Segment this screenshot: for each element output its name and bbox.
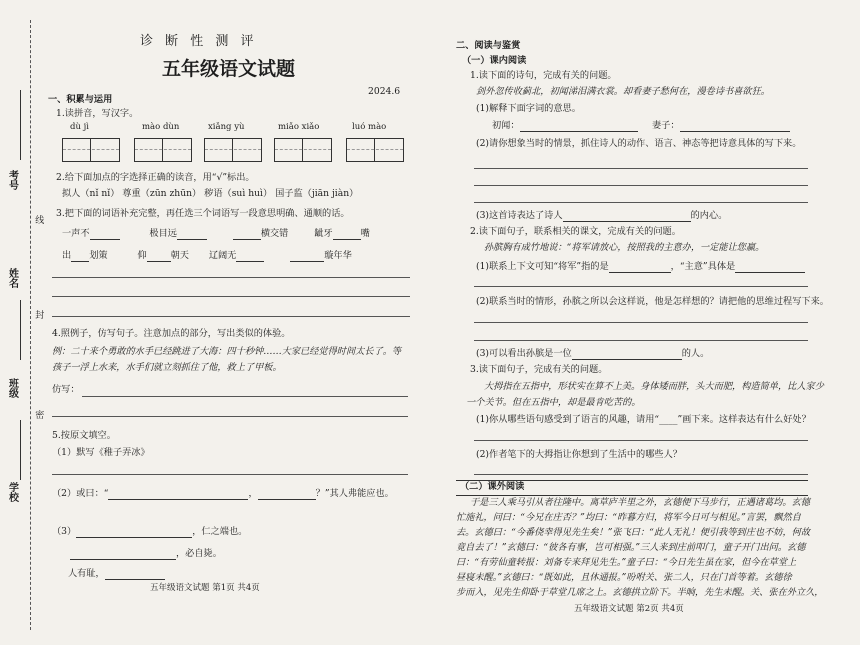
- q3-term: 朝天: [170, 250, 189, 261]
- q4-answer-line[interactable]: [82, 396, 408, 397]
- binding-margin: [0, 0, 48, 645]
- extra-passage-line: 于是三人乘马引从者往隆中。离草庐半里之外，玄德便下马步行，正遇诸葛均。玄德: [470, 497, 810, 508]
- q3-term: 出: [62, 250, 72, 261]
- q3-answer-line[interactable]: [52, 316, 410, 317]
- reading-q2-1: [476, 261, 805, 273]
- reading-q1-2: (2)请你想象当时的情景，抓住诗人的动作、语言、神态等把诗意具体的写下来。: [476, 138, 802, 149]
- seal-mark-feng: 封: [33, 310, 44, 319]
- pinyin-3: xiǎng yù: [208, 122, 245, 132]
- reading-q3-text-1: 大拇指在五指中，形状实在算不上美。身体矮而胖，头大而肥，构造简单，比人家少: [484, 381, 824, 392]
- reading-answer-line[interactable]: [474, 202, 808, 203]
- q5-3-last: 人有耻，: [68, 568, 105, 579]
- reading-q1: 1.读下面的诗句，完成有关的问题。: [470, 70, 617, 81]
- reading-q1-3: [476, 210, 727, 222]
- exam-no-blank[interactable]: [20, 90, 21, 160]
- q5-2-lead: （2）或曰：“: [52, 488, 109, 499]
- question-1: 1.读拼音，写汉字。: [56, 108, 139, 119]
- reading-q3-1: (1)你从哪些语句感受到了语言的风趣，请用“____”画下来。这样表达有什么好处？: [476, 414, 811, 425]
- class-label: 班级: [6, 378, 18, 398]
- q2-1-mid: ，“主意”具体是: [670, 261, 736, 272]
- q3-answer-line[interactable]: [52, 296, 410, 297]
- q1-3-blank[interactable]: [563, 212, 691, 222]
- question-4: 4.照例子，仿写句子。注意加点的部分，写出类似的体验。: [52, 328, 291, 339]
- part-heading-extra: （二）课外阅读: [460, 481, 525, 492]
- char-box-5[interactable]: [346, 138, 404, 162]
- extra-passage-line: 去。玄德曰：“今番侥幸得见先生矣！”张飞曰：“此人无礼！便引我等到庄也不妨，何故: [456, 527, 811, 538]
- chuwen-blank[interactable]: [520, 122, 638, 132]
- q2-3-lead: (3)可以看出孙膑是一位: [476, 348, 572, 359]
- q3-term: 辽阔无: [208, 250, 237, 261]
- q2-3-blank[interactable]: [572, 350, 682, 360]
- question-3: 3.把下面的词语补充完整，再任选三个词语写一段意思明确、通顺的话。: [56, 208, 350, 219]
- q5-answer-line[interactable]: [52, 474, 408, 475]
- q4-imitate-label: 仿写：: [52, 384, 80, 395]
- extra-passage-line: 昼寝未醒。”玄德曰：“既如此，且休通报。”吩咐关、张二人，只在门首等着。玄德徐: [456, 572, 792, 583]
- reading-answer-line[interactable]: [474, 168, 808, 169]
- q3-blank[interactable]: [233, 230, 261, 240]
- q1-3-lead: (3)这首诗表达了诗人: [476, 210, 563, 221]
- pinyin-2: mào dùn: [142, 122, 180, 132]
- q3-term: 龇牙: [314, 228, 333, 239]
- reading-q2-text: 孙膑胸有成竹地说：“将军请放心，按照我的主意办，一定能让您赢。: [484, 242, 765, 253]
- qizi-blank[interactable]: [680, 122, 790, 132]
- q3-blank[interactable]: [147, 252, 171, 262]
- q3-term: 横交错: [260, 228, 289, 239]
- seal-mark-mi: 密: [33, 410, 44, 419]
- q3-blank[interactable]: [236, 252, 264, 262]
- extra-passage-line: 竟自去了！”玄德曰：“彼各有事，岂可相强。”三人来到庄前叩门，童子开门出问。玄德: [456, 542, 806, 553]
- char-box-3[interactable]: [204, 138, 262, 162]
- reading-answer-line[interactable]: [474, 185, 808, 186]
- part-heading-in-class: （一）课内阅读: [462, 55, 527, 66]
- seal-mark-xian: 线: [33, 215, 44, 224]
- q5-2-end: ？”其人弗能应也。: [315, 488, 394, 499]
- q3-blank[interactable]: [71, 252, 89, 262]
- question-2-items: 拟人（nǐ nǐ） 尊重（zūn zhūn） 秽语（suì huì） 国子监（jiān jiàn）: [62, 188, 359, 199]
- reading-answer-line[interactable]: [474, 474, 808, 475]
- name-label: 姓名: [6, 268, 18, 288]
- q3-term: 仰: [137, 250, 147, 261]
- section-heading-2: 二、阅读与鉴赏: [456, 40, 521, 51]
- reading-answer-line[interactable]: [474, 440, 808, 441]
- q3-answer-line[interactable]: [52, 277, 410, 278]
- reading-q1-1-a: [492, 120, 638, 132]
- char-box-2[interactable]: [134, 138, 192, 162]
- school-label: 学校: [6, 482, 18, 502]
- q5-3-lead: （3）: [52, 526, 77, 537]
- term-chuwen: 初闻：: [492, 120, 520, 131]
- q3-term: 划策: [89, 250, 108, 261]
- q5-3-blank[interactable]: [70, 550, 176, 560]
- q1-3-end: 的内心。: [690, 210, 728, 221]
- q4-example-line-2: 孩子一浮上水来，水手们就立刻抓住了他，救上了甲板。: [52, 362, 282, 373]
- q5-2-blank[interactable]: [108, 490, 248, 500]
- char-box-1[interactable]: [62, 138, 120, 162]
- q3-blank[interactable]: [290, 252, 324, 262]
- extra-passage-line: 步而入，见先生仰卧于草堂几席之上。玄德拱立阶下。半晌，先生未醒。关、张在外立久，: [456, 587, 824, 598]
- q3-row-2: [62, 250, 352, 262]
- question-5: 5.按原文填空。: [52, 430, 116, 441]
- pinyin-4: miǎo xiǎo: [278, 122, 320, 132]
- q3-row-1: [62, 228, 370, 240]
- extra-passage-line: 曰：“有劳仙童转报：刘备专来拜见先生。”童子曰：“今日先生虽在家，但今在草堂上: [456, 557, 797, 568]
- q5-3-blank[interactable]: [105, 570, 165, 580]
- q5-3-blank[interactable]: [76, 528, 192, 538]
- q3-term: 璇年华: [324, 250, 352, 261]
- q2-1-blank[interactable]: [735, 263, 805, 273]
- reading-q3-2: (2)作者笔下的大拇指让你想到了生活中的哪些人？: [476, 449, 682, 460]
- reading-q2-3: [476, 348, 709, 360]
- pinyin-5: luó mào: [352, 122, 387, 132]
- q2-3-end: 的人。: [681, 348, 710, 359]
- q4-example-line-1: 例：二十来个勇敢的水手已经跳进了大海：四十秒钟……大家已经觉得时间太长了。等: [52, 346, 402, 357]
- extra-passage-line: 忙施礼，问曰：“今兄在庄否？”均曰：“昨暮方归，将军今日可与相见。”言罢，飘然自: [456, 512, 801, 523]
- q5-item-3c: [68, 568, 165, 580]
- poem-lines: 剑外忽传收蓟北，初闻涕泪满衣裳。却看妻子愁何在，漫卷诗书喜欲狂。: [476, 86, 770, 97]
- reading-answer-line[interactable]: [474, 322, 808, 323]
- q5-3-mid: ，仁之端也。: [192, 526, 248, 537]
- q5-item-1: （1）默写《稚子弄冰》: [52, 447, 150, 458]
- q3-blank[interactable]: [333, 230, 361, 240]
- reading-q1-1: (1)解释下面字词的意思。: [476, 103, 581, 114]
- q5-item-2: （2）或曰：“ ， ？”其人弗能应也。: [52, 488, 394, 499]
- q5-3-end: ，必自毙。: [176, 548, 222, 559]
- q3-term: 一声不: [62, 228, 90, 239]
- page-footer-left: 五年级语文试题 第1页 共4页: [150, 583, 260, 593]
- q4-answer-line[interactable]: [52, 416, 408, 417]
- reading-q1-1-b: [652, 120, 790, 132]
- exam-no-label: 考号: [6, 170, 18, 190]
- exam-date: 2024.6: [368, 86, 401, 97]
- q2-1-lead: (1)联系上下文可知“将军”指的是: [476, 261, 609, 272]
- pinyin-1: dù jì: [70, 122, 89, 132]
- q5-item-3b: [70, 548, 222, 560]
- page-title: 五年级语文试题: [162, 58, 296, 80]
- char-box-4[interactable]: [274, 138, 332, 162]
- q5-item-3: [52, 526, 247, 538]
- reading-answer-line[interactable]: [474, 286, 808, 287]
- q3-term: 极目远: [149, 228, 177, 239]
- q3-blank[interactable]: [90, 230, 120, 240]
- q3-blank[interactable]: [177, 230, 207, 240]
- q2-1-blank[interactable]: [609, 263, 671, 273]
- name-blank[interactable]: [20, 300, 21, 360]
- class-blank[interactable]: [20, 420, 21, 480]
- test-header: 诊 断 性 测 评: [140, 34, 258, 49]
- term-qizi: 妻子：: [652, 120, 680, 131]
- reading-q2-2: (2)联系当时的情形，孙膑之所以会这样说，他是怎样想的？请把他的思维过程写下来。: [476, 296, 829, 307]
- reading-q2: 2.读下面句子，联系相关的课文，完成有关的问题。: [470, 226, 681, 237]
- reading-q3-text-2: 一个关节。但在五指中，却是最肯吃苦的。: [466, 397, 641, 408]
- seal-line: [30, 20, 31, 630]
- reading-answer-line[interactable]: [474, 340, 808, 341]
- reading-q3: 3.读下面句子，完成有关的问题。: [470, 364, 608, 375]
- page-footer-right: 五年级语文试题 第2页 共4页: [574, 604, 684, 614]
- q5-2-blank[interactable]: [258, 490, 316, 500]
- section-heading-1: 一、积累与运用: [48, 94, 113, 105]
- q3-term: 嘴: [360, 228, 370, 239]
- question-2: 2.给下面加点的字选择正确的读音，用“√”标出。: [56, 172, 255, 183]
